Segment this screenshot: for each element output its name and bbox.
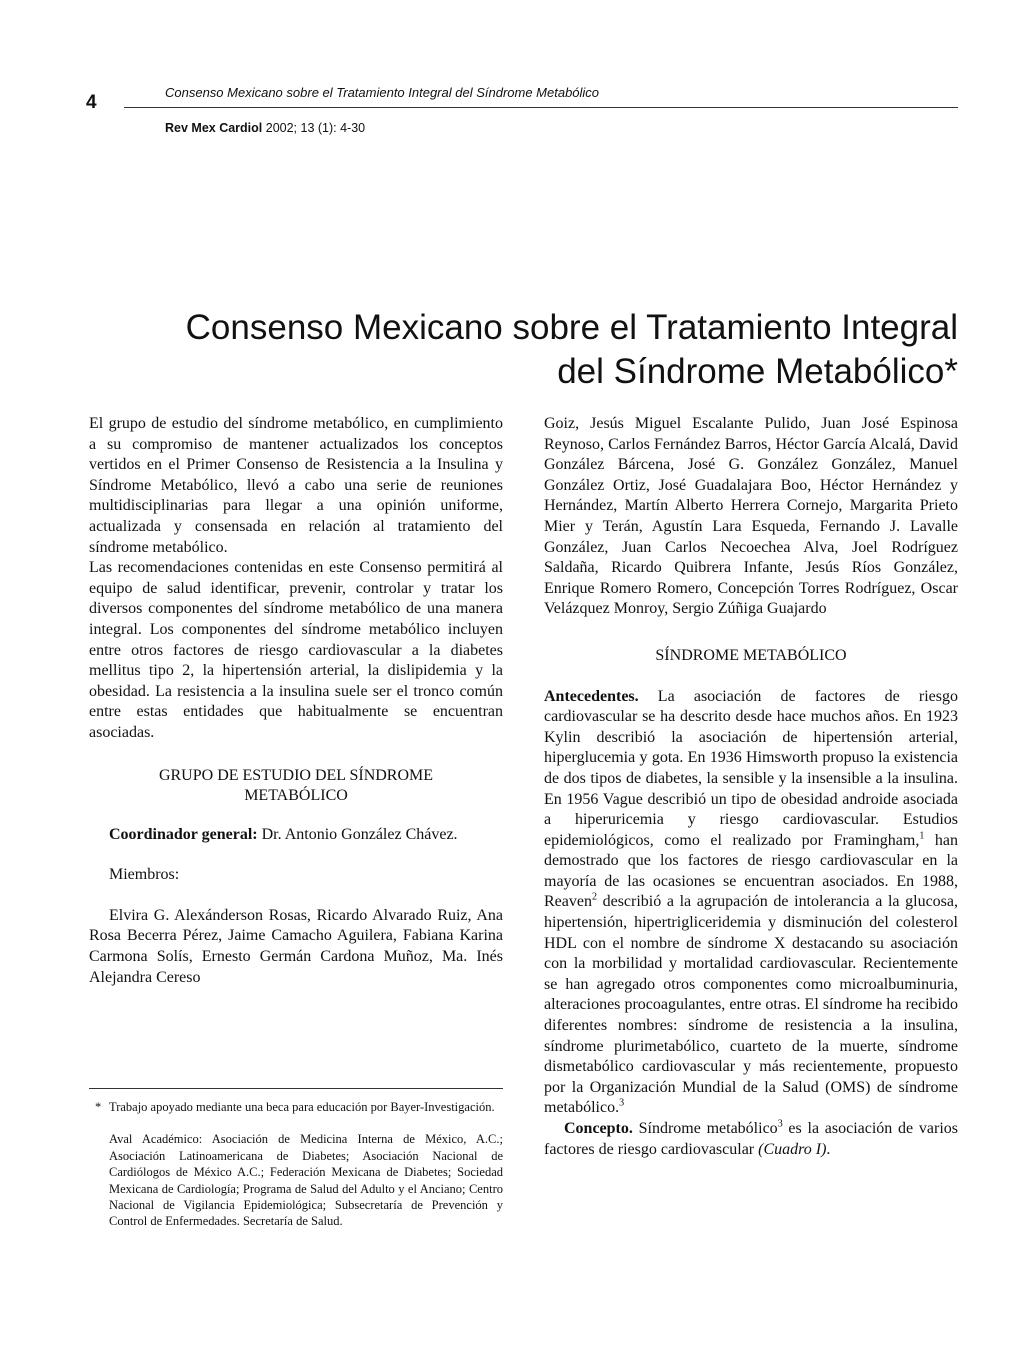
concepto-text-a: Síndrome metabólico	[632, 1120, 778, 1137]
antecedentes-text-c: describió a la agrupación de intolerancia a la glucosa, hipertensión, hipertrigliceridemia y disminución del colesterol HDL con el nombre de síndrome X destacando su asociación con la morbilidad y mortalidad cardiovascular. Recientemente se han agregado otros componentes como microalbuminuria, alteraciones procoagulantes, entre otras. El síndrome ha recibido diferentes nombres: síndrome de resistencia a la insulina, síndrome plurimetabólico, cuarteto de la muerte, síndrome dismetabólico cardiovascular y más recientemente, propuesto por la Organización Mundial de la Salud (OMS) de síndrome metabólico.	[544, 893, 958, 1117]
concepto-end: .	[826, 1140, 831, 1158]
antecedentes-text-b: han demostrado que los factores de riesgo cardiovascular en la mayoría de las ocasiones se encuentran asociados. En 1988, Reaven	[544, 831, 958, 911]
reference-3: 3	[619, 1098, 625, 1110]
header-rule	[124, 107, 958, 108]
group-heading-line1: GRUPO DE ESTUDIO DEL SÍNDROME	[158, 766, 434, 784]
members-list-continued: Goiz, Jesús Miguel Escalante Pulido, Juan José Espinosa Reynoso, Carlos Fernández Barros, Héctor García Alcalá, David González Bárcena, José G. González González, Manuel González Ortiz, José Guadalajara Boo, Héctor Hernández y Hernández, Martín Alberto Herrera Cornejo, Margarita Prieto Mier y Terán, Agustín Lara Esqueda, Fernando J. Lavalle González, Juan Carlos Necoechea Alva, Joel Rodríguez Saldaña, Ricardo Quibrera Infante, Jesús Ríos González, Enrique Romero Romero, Concepción Torres Rodríguez, Oscar Velázquez Monroy, Sergio Zúñiga Guajardo	[544, 415, 958, 618]
concepto-label: Concepto.	[564, 1120, 633, 1137]
group-heading-line2: METABÓLICO	[244, 787, 348, 805]
antecedentes-label: Antecedentes.	[544, 687, 639, 705]
reference-2: 2	[591, 892, 597, 904]
funding-footnote-text: Trabajo apoyado mediante una beca para educación por Bayer-Investigación.	[109, 1100, 495, 1114]
funding-footnote	[89, 1099, 503, 1115]
coordinator-name: Dr. Antonio González Chávez.	[257, 825, 458, 843]
running-title: Consenso Mexicano sobre el Tratamiento Integral del Síndrome Metabólico	[165, 85, 600, 100]
members-list: Elvira G. Alexánderson Rosas, Ricardo Alvarado Ruiz, Ana Rosa Becerra Pérez, Jaime Camacho Aguilera, Fabiana Karina Carmona Solís, Ernesto Germán Cardona Muñoz, Ma. Inés Alejandra Cereso	[89, 906, 503, 986]
coordinator-paragraph	[89, 825, 503, 846]
antecedentes-text-a: La asociación de factores de riesgo cardiovascular se ha descrito desde hace muchos años. En 1923 Kylin describió la asociación de hipertensión arterial, hiperglucemia y gota. En 1936 Himsworth propuso la existencia de dos tipos de diabetes, la sensible y la insensible a la insulina. En 1956 Vague describió un tipo de obesidad androide asociada a hiperuricemia y riesgo cardiovascular. Estudios epidemiológicos, como el realizado por Framingham,	[544, 687, 958, 849]
coordinator-label: Coordinador general:	[109, 825, 258, 843]
members-label: Miembros:	[109, 866, 180, 884]
article-title-line1: Consenso Mexicano sobre el Tratamiento Integral	[185, 308, 958, 347]
right-column	[544, 414, 958, 1160]
reference-1: 1	[919, 830, 925, 842]
concepto-text-b: es la asociación de varios factores de riesgo cardiovascular	[544, 1120, 958, 1158]
footnotes	[89, 1099, 503, 1230]
group-heading	[89, 766, 503, 807]
page-number: 4	[86, 92, 97, 113]
intro-paragraph-2: Las recomendaciones contenidas en este Consenso permitirá al equipo de salud identificar, prevenir, controlar y tratar los diversos componentes del síndrome metabólico de una manera integral. Los componentes del síndrome metabólico incluyen entre otros factores de riesgo cardiovascular a la diabetes mellitus tipo 2, la hipertensión arterial, la dislipidemia y la obesidad. La resistencia a la insulina suele ser el tronco común entre estas entidades que habitualmente se encuentran asociadas.	[89, 559, 503, 741]
concepto-paragraph	[544, 1119, 958, 1160]
intro-paragraph-1: El grupo de estudio del síndrome metabólico, en cumplimiento a su compromiso de mantener actualizados los conceptos vertidos en el Primer Consenso de Resistencia a la Insulina y Síndrome Metabólico, llevó a cabo una serie de reuniones multidisciplinarias para llegar a una opinión uniforme, actualizada y consensada en relación al tratamiento del síndrome metabólico.	[89, 415, 503, 556]
journal-citation	[165, 121, 365, 135]
footnote-rule	[89, 1088, 503, 1089]
academic-endorsement: Aval Académico: Asociación de Medicina Interna de México, A.C.; Asociación Latinoamericana de Diabetes; Asociación Nacional de Cardiólogos de México A.C.; Federación Mexicana de Diabetes; Sociedad Mexicana de Cardiología; Programa de Salud del Adulto y el Anciano; Centro Nacional de Vigilancia Epidemiológica; Subsecretaría de Prevención y Control de Enfermedades. Secretaría de Salud.	[109, 1132, 503, 1229]
reference-3b: 3	[777, 1118, 783, 1130]
article-title-line2: del Síndrome Metabólico*	[557, 352, 958, 391]
footnote-mark: *	[95, 1100, 102, 1114]
antecedentes-paragraph	[544, 687, 958, 1119]
article-title	[100, 306, 958, 394]
citation-details: 2002; 13 (1): 4-30	[262, 121, 366, 135]
left-column	[89, 414, 503, 988]
table-reference: (Cuadro I)	[758, 1140, 827, 1158]
journal-name: Rev Mex Cardiol	[165, 121, 263, 135]
section-heading: SÍNDROME METABÓLICO	[655, 646, 847, 664]
